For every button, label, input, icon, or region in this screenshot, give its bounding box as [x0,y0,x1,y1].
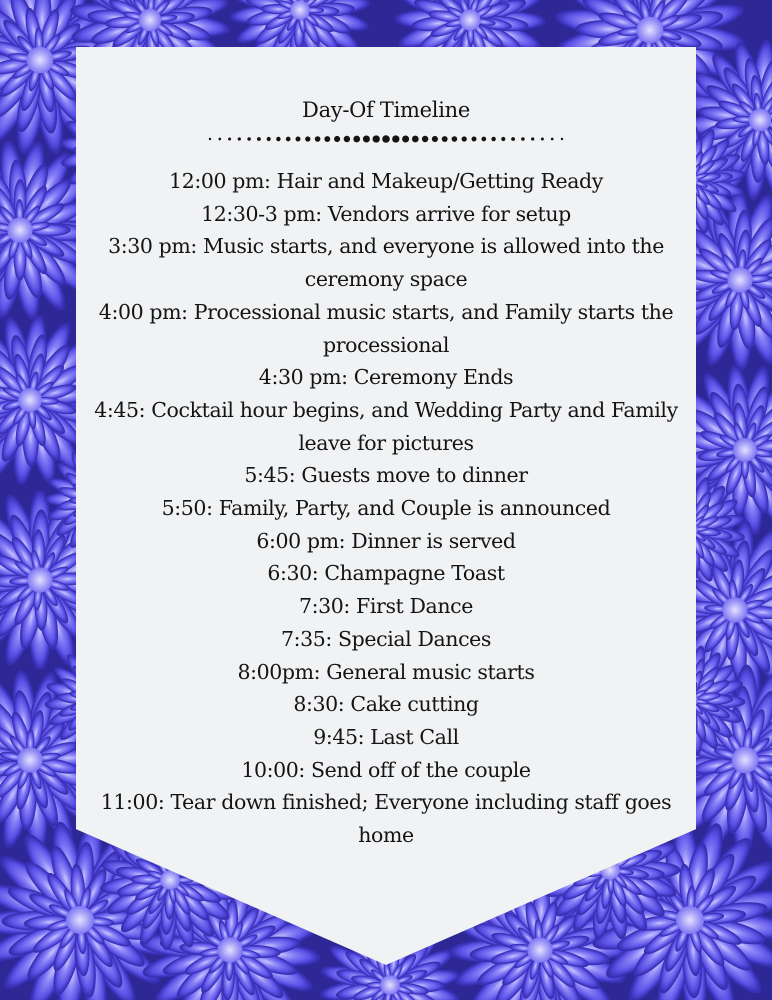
divider-dot [324,136,330,142]
timeline-item: 11:00: Tear down finished; Everyone including staff goes home [100,790,672,848]
timeline-item: 4:00 pm: Processional music starts, and Family starts the processional [98,299,674,357]
timeline-item: 8:30: Cake cutting [293,692,479,717]
timeline-item: 5:45: Guests move to dinner [244,463,528,488]
timeline-item: 7:35: Special Dances [280,626,492,651]
divider-dot [422,136,428,142]
divider-dot [257,137,261,141]
divider-dot [501,137,505,141]
timeline-item: 4:30 pm: Ceremony Ends [258,365,514,390]
divider-dot [334,136,340,142]
divider-dot [267,137,271,141]
timeline-item: 12:30-3 pm: Vendors arrive for setup [201,201,571,226]
timeline-item: 8:00pm: General music starts [237,659,535,684]
timeline-item: 12:00 pm: Hair and Makeup/Getting Ready [169,169,603,193]
divider-dot [442,136,448,142]
divider-dot [521,137,525,141]
divider-dot [462,136,467,141]
timeline-item: 7:30: First Dance [299,594,473,619]
divider-dot [247,137,251,141]
divider-dot [238,137,241,140]
divider-dot [541,138,544,141]
divider-dot [296,137,301,142]
divider-dot [344,136,350,142]
timeline-item: 5:50: Family, Party, and Couple is announced [161,496,611,521]
divider-dot [218,138,221,141]
timeline-item: 3:30 pm: Music starts, and everyone is allowed into the ceremony space [108,234,664,292]
divider-dot [412,136,419,143]
divider-dot [392,135,399,142]
divider-dot [228,138,231,141]
divider-dot [276,137,280,141]
divider-dot [511,137,515,141]
divider-dot [472,137,477,142]
divider-dot [363,135,370,142]
divider-dot [402,135,409,142]
divider-dot [373,135,380,142]
divider-dot [353,136,360,143]
timeline-item: 6:30: Champagne Toast [267,561,505,586]
divider-dot [382,135,390,143]
divider-dot [481,137,486,142]
timeline-item: 4:45: Cocktail hour begins, and Wedding Party and Family leave for pictures [94,397,678,455]
divider-dot [551,138,554,141]
divider-dot [531,137,534,140]
divider-dot [315,136,321,142]
divider-dot [432,136,438,142]
timeline-content [76,47,696,852]
timeline-item: 9:45: Last Call [313,724,459,749]
dotted-divider [206,133,566,145]
timeline-list [76,165,696,852]
divider-dot [209,138,211,140]
page-title: Day-Of Timeline [302,98,470,122]
divider-dot [305,136,310,141]
divider-dot [286,137,291,142]
divider-dot [561,138,563,140]
timeline-item: 6:00 pm: Dinner is served [256,528,516,553]
timeline-item: 10:00: Send off of the couple [241,757,531,782]
divider-dot [491,137,495,141]
divider-dot [452,136,458,142]
